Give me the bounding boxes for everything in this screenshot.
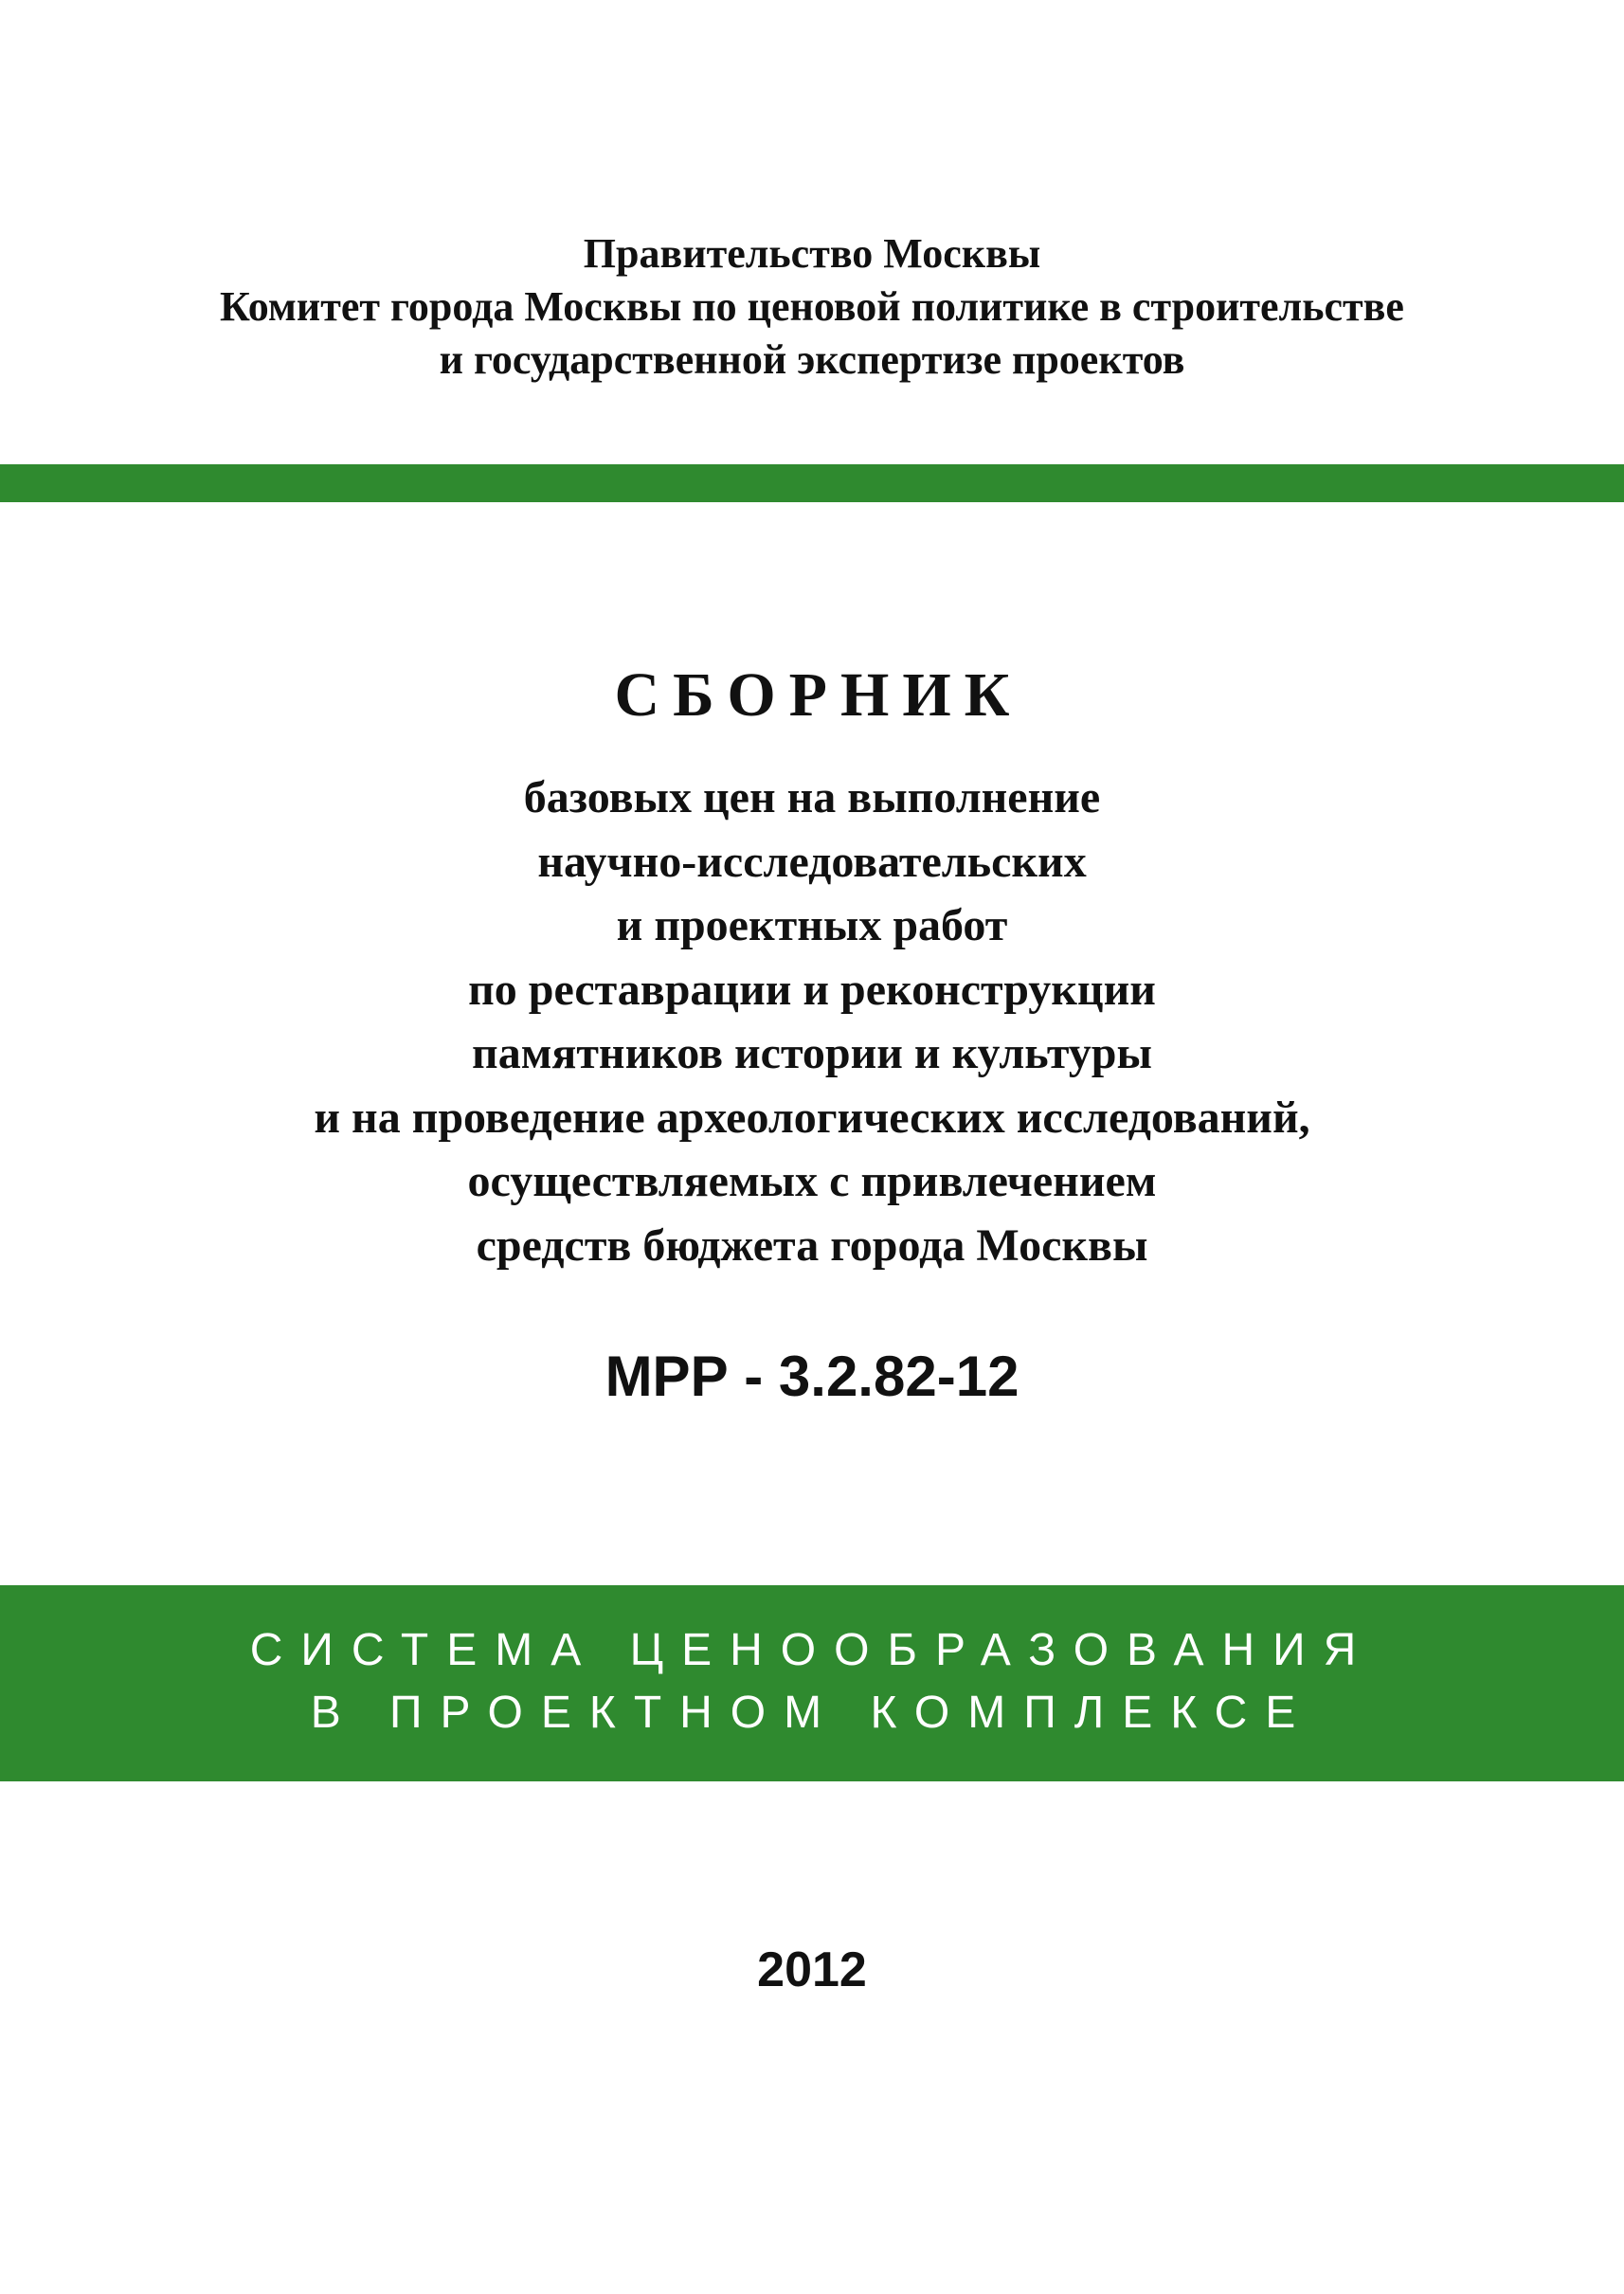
- title-line-7: осуществляемых с привлечением: [467, 1156, 1157, 1206]
- title-line-3: и проектных работ: [616, 900, 1008, 950]
- series-title: [0, 1619, 1624, 1744]
- document-type-heading: СБОРНИК: [614, 660, 1023, 730]
- title-line-5: памятников истории и культуры: [472, 1028, 1152, 1078]
- series-line-2: В ПРОЕКТНОМ КОМПЛЕКСЕ: [310, 1688, 1314, 1738]
- issuer-government: Правительство Москвы: [583, 230, 1041, 277]
- series-line-1: СИСТЕМА ЦЕНООБРАЗОВАНИЯ: [249, 1625, 1375, 1675]
- green-divider-stripe: [0, 464, 1624, 502]
- title-line-8: средств бюджета города Москвы: [476, 1219, 1148, 1271]
- series-banner: [0, 1585, 1624, 1781]
- issuer-committee-continued: и государственной экспертизе проектов: [439, 336, 1185, 383]
- document-title: [0, 766, 1624, 1277]
- title-line-2: научно-исследовательских: [537, 836, 1087, 887]
- publication-year: 2012: [757, 1942, 867, 1997]
- issuer-block: [0, 227, 1624, 387]
- title-line-6: и на проведение археологических исследований,: [314, 1092, 1310, 1143]
- issuer-committee: Комитет города Москвы по ценовой политике в строительстве: [220, 283, 1404, 330]
- title-line-4: по реставрации и реконструкции: [468, 964, 1156, 1015]
- document-code: МРР - 3.2.82-12: [604, 1345, 1020, 1408]
- title-line-1: базовых цен на выполнение: [523, 772, 1101, 822]
